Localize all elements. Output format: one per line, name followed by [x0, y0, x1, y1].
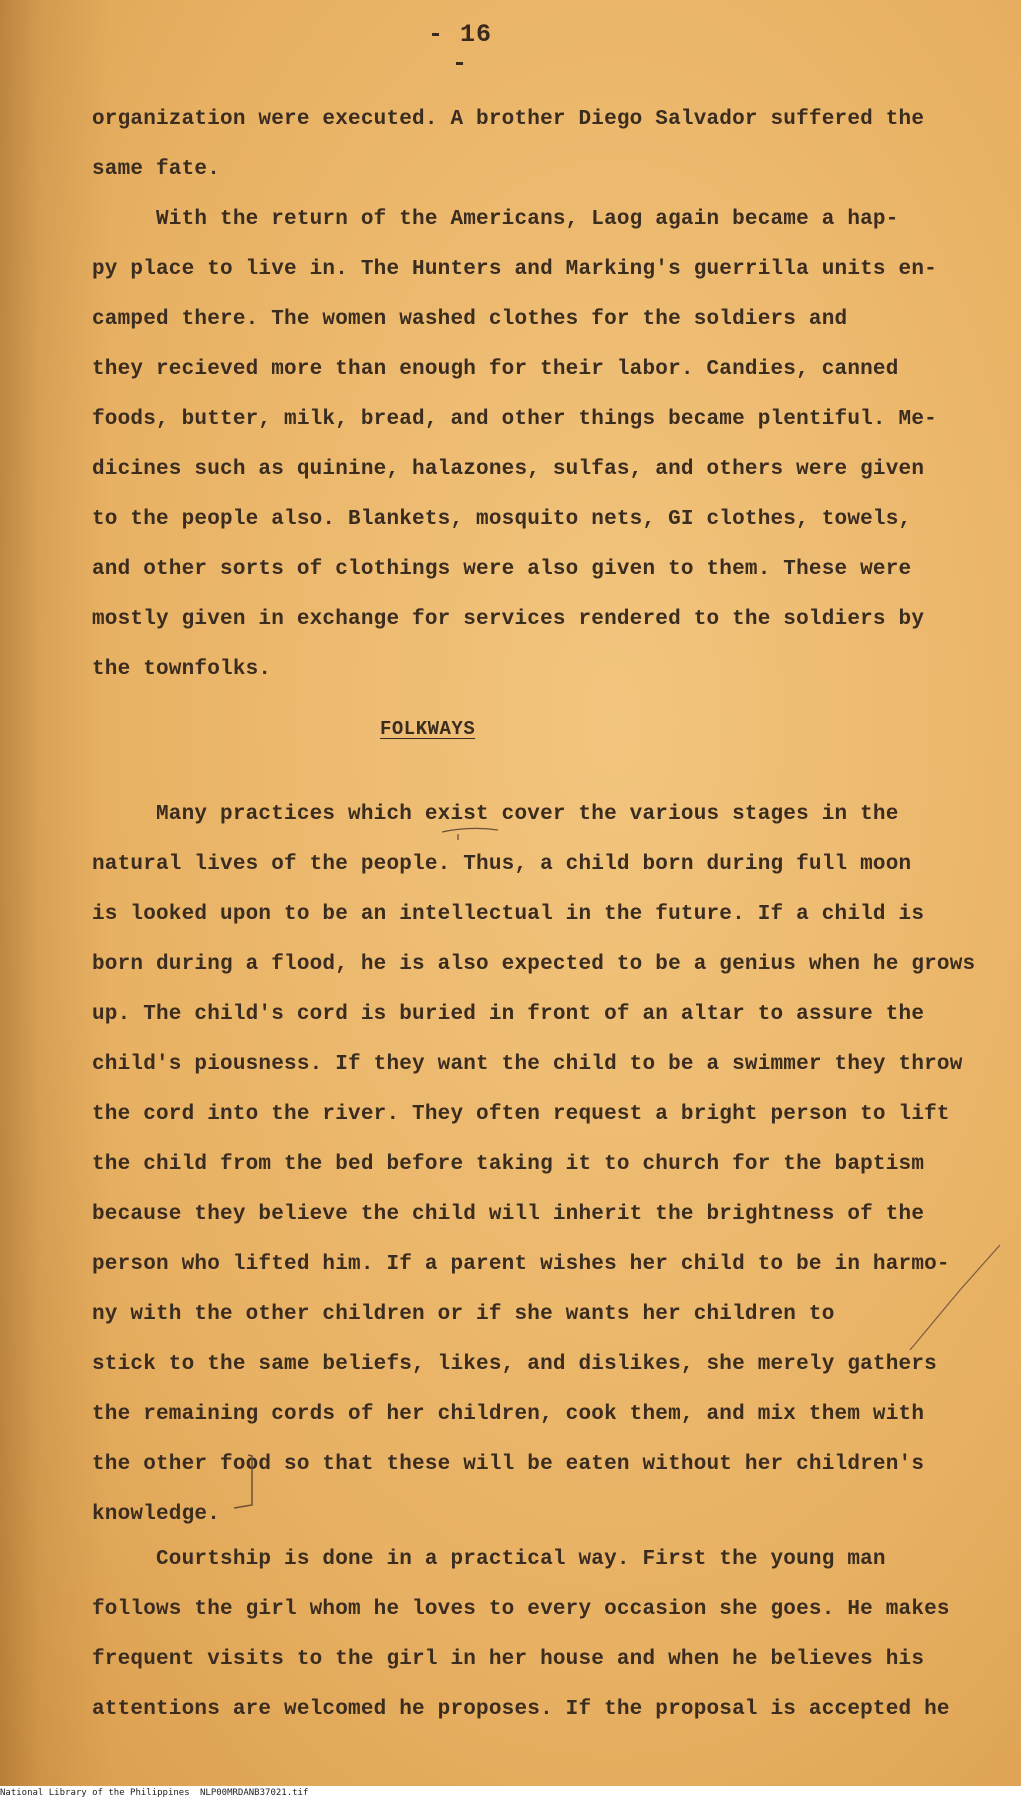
scan-footer [0, 1786, 1021, 1800]
text-line: foods, butter, milk, bread, and other things became plentiful. Me- [92, 408, 937, 431]
page-number: - 16 - [427, 20, 492, 78]
text-line: the cord into the river. They often request a bright person to lift [92, 1103, 950, 1126]
text-line: child's piousness. If they want the child to be a swimmer they throw [92, 1053, 963, 1076]
paragraph-2 [92, 195, 972, 695]
text-line: attentions are welcomed he proposes. If the proposal is accepted he [92, 1698, 950, 1721]
pencil-bracket-mark [228, 1450, 268, 1520]
text-line: up. The child's cord is buried in front of an altar to assure the [92, 1003, 925, 1026]
text-line: born during a flood, he is also expected to be a genius when he grows [92, 953, 976, 976]
text-line: follows the girl whom he loves to every occasion she goes. He makes [92, 1598, 950, 1621]
text-line: stick to the same beliefs, likes, and dislikes, she merely gathers [92, 1353, 937, 1376]
paragraph-1 [92, 95, 972, 195]
paragraph-4 [92, 1535, 972, 1735]
footer-filename: NLP00MRDANB37021.tif [200, 1788, 309, 1798]
text-line: they recieved more than enough for their labor. Candies, canned [92, 358, 899, 381]
text-line: Courtship is done in a practical way. First the young man [92, 1548, 886, 1571]
text-line: the townfolks. [92, 658, 272, 681]
text-line: Many practices which exist cover the various stages in the [92, 803, 899, 826]
text-line: same fate. [92, 158, 221, 181]
text-line: to the people also. Blankets, mosquito nets, GI clothes, towels, [92, 508, 912, 531]
text-line: With the return of the Americans, Laog again became a hap- [92, 208, 899, 231]
text-line: frequent visits to the girl in her house and when he believes his [92, 1648, 925, 1671]
text-line: the other food so that these will be eaten without her children's [92, 1453, 925, 1476]
text-line: because they believe the child will inherit the brightness of the [92, 1203, 925, 1226]
text-line: and other sorts of clothings were also given to them. These were [92, 558, 912, 581]
text-line: person who lifted him. If a parent wishes her child to be in harmo- [92, 1253, 950, 1276]
text-line: knowledge. [92, 1503, 221, 1526]
paragraph-3 [92, 790, 976, 1540]
text-line: the remaining cords of her children, cook them, and mix them with [92, 1403, 925, 1426]
text-line: is looked upon to be an intellectual in the future. If a child is [92, 903, 925, 926]
text-line: dicines such as quinine, halazones, sulfas, and others were given [92, 458, 925, 481]
text-line: the child from the bed before taking it to church for the baptism [92, 1153, 925, 1176]
text-line: organization were executed. A brother Diego Salvador suffered the [92, 108, 925, 131]
text-line: natural lives of the people. Thus, a child born during full moon [92, 853, 912, 876]
section-heading: FOLKWAYS [380, 718, 476, 740]
text-line: mostly given in exchange for services rendered to the soldiers by [92, 608, 925, 631]
text-line: camped there. The women washed clothes for the soldiers and [92, 308, 848, 331]
text-line: ny with the other children or if she wants her children to [92, 1303, 835, 1326]
text-line: py place to live in. The Hunters and Marking's guerrilla units en- [92, 258, 937, 281]
footer-source: National Library of the Philippines [0, 1788, 190, 1798]
pencil-divider-mark [440, 820, 500, 840]
pencil-line-mark [870, 1240, 1010, 1380]
